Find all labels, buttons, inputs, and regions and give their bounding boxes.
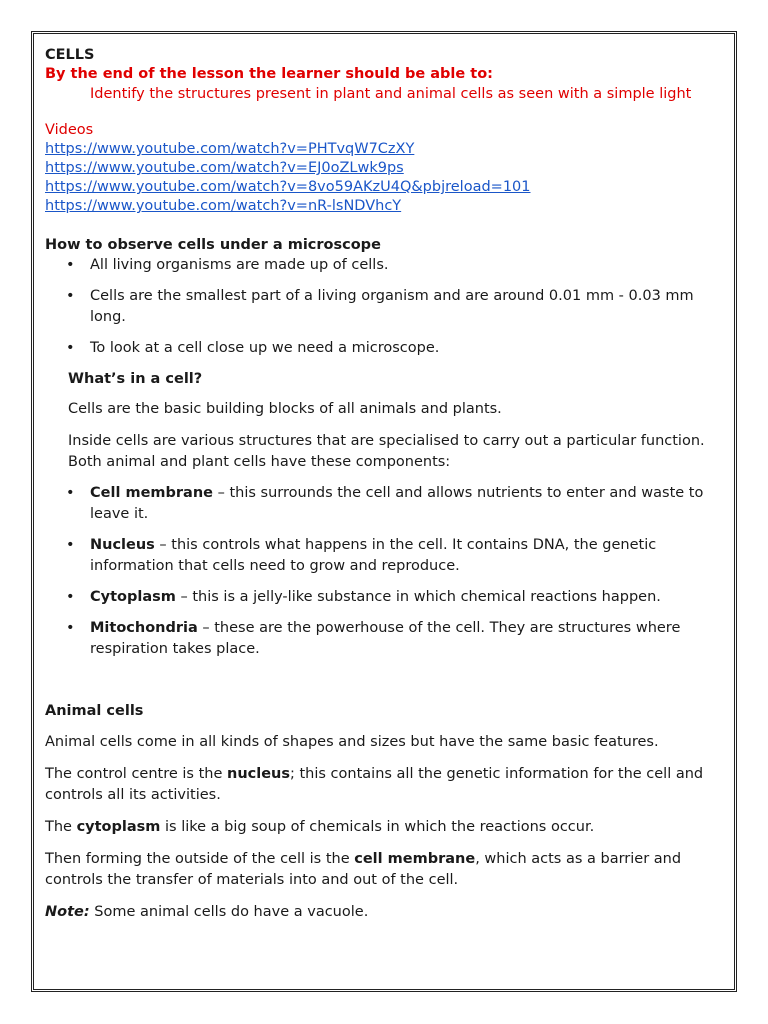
objective-text: Identify the structures present in plant and animal cells as seen with a simple light <box>90 86 692 102</box>
whats-in-para: Cells are the basic building blocks of all animals and plants. <box>68 401 502 417</box>
term: Mitochondria <box>90 620 198 636</box>
components-list <box>45 483 725 660</box>
note <box>45 902 725 923</box>
video-link[interactable]: https://www.youtube.com/watch?v=nR-lsNDVhcY <box>45 198 402 214</box>
term-text: – this is a jelly-like substance in which chemical reactions happen. <box>175 589 661 605</box>
term: Cell membrane <box>90 485 213 501</box>
whats-in-para: Inside cells are various structures that are specialised to carry out a particular function. Both animal and plant cells have these components: <box>68 433 705 470</box>
observe-list <box>45 255 725 359</box>
observe-heading: How to observe cells under a microscope <box>45 237 381 253</box>
list-item: • To look at a cell close up we need a microscope. <box>45 338 725 359</box>
list-item <box>45 483 725 525</box>
video-link[interactable]: https://www.youtube.com/watch?v=PHTvqW7CzXY <box>45 141 415 157</box>
animal-para: Then forming the outside of the cell is the cell membrane, which acts as a barrier and controls the transfer of materials into and out of the cell. <box>45 851 682 888</box>
list-item: • Cells are the smallest part of a living organism and are around 0.01 mm - 0.03 mm long. <box>45 286 725 328</box>
term-text: – this surrounds the cell and allows nutrients to enter and waste to leave it. <box>90 485 704 522</box>
animal-heading: Animal cells <box>45 703 144 719</box>
note-label: Note: <box>45 904 90 920</box>
list-item <box>45 535 725 577</box>
animal-para: The cytoplasm is like a big soup of chemicals in which the reactions occur. <box>45 819 595 835</box>
video-links <box>45 140 725 216</box>
term: Cytoplasm <box>90 589 176 605</box>
animal-para: Animal cells come in all kinds of shapes and sizes but have the same basic features. <box>45 734 659 750</box>
video-link[interactable]: https://www.youtube.com/watch?v=EJ0oZLwk9ps <box>45 160 404 176</box>
video-link[interactable]: https://www.youtube.com/watch?v=8vo59AKzU4Q&pbjreload=101 <box>45 179 531 195</box>
term: Nucleus <box>90 537 155 553</box>
list-item <box>45 587 725 608</box>
page-title: CELLS <box>45 47 95 63</box>
videos-label: Videos <box>45 122 94 138</box>
note-text: Some animal cells do have a vacuole. <box>89 904 369 920</box>
animal-para: The control centre is the nucleus; this contains all the genetic information for the cell and controls all its activities. <box>45 766 704 803</box>
list-item: • All living organisms are made up of cells. <box>45 255 725 276</box>
document-content <box>45 46 725 923</box>
list-item <box>45 618 725 660</box>
whats-in-heading: What’s in a cell? <box>68 371 203 387</box>
objective-heading: By the end of the lesson the learner should be able to: <box>45 66 493 82</box>
term-text: – these are the powerhouse of the cell. They are structures where respiration takes place. <box>90 620 681 657</box>
term-text: – this controls what happens in the cell. It contains DNA, the genetic information that cells need to grow and reproduce. <box>90 537 657 574</box>
